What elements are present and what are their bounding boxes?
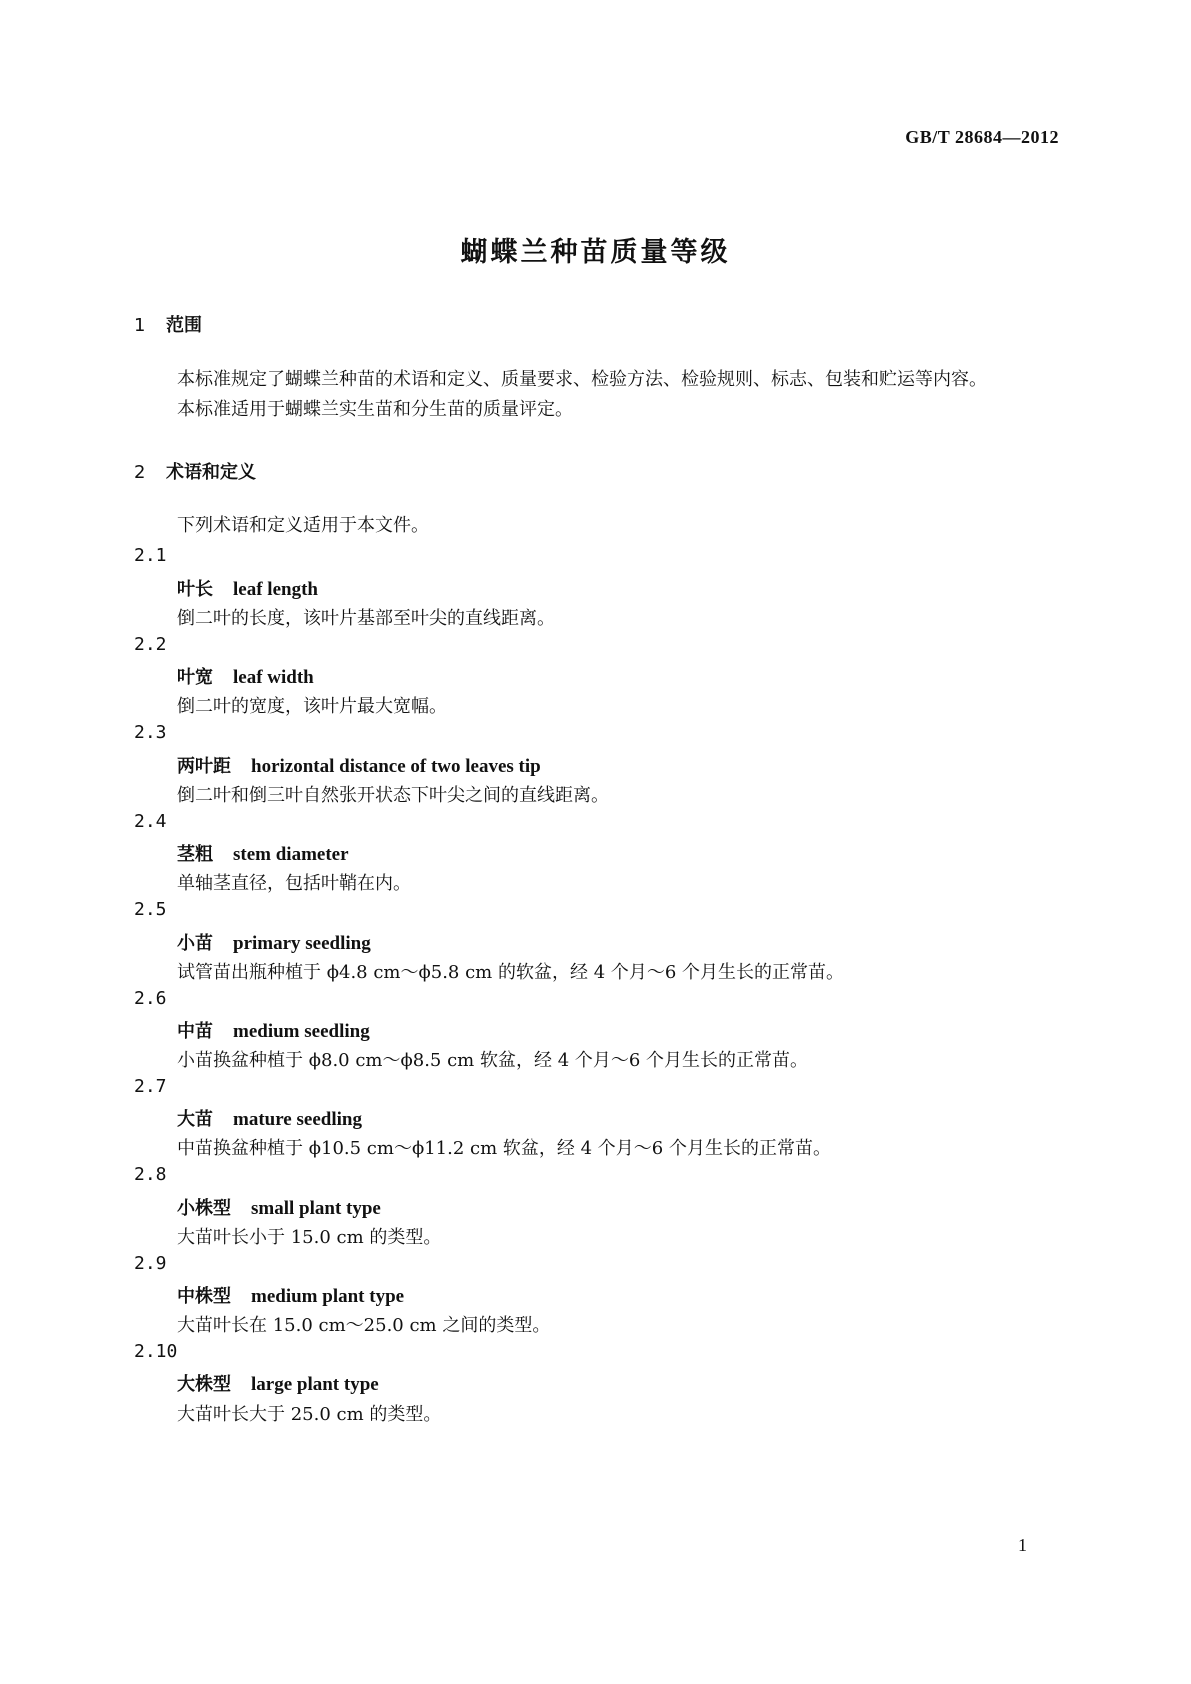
term-number: 2.3	[134, 722, 167, 743]
standard-code: GB/T 28684—2012	[905, 127, 1059, 147]
term-en: medium plant type	[251, 1286, 405, 1307]
term-definition: 大苗叶长大于 25.0 cm 的类型。	[177, 1404, 442, 1425]
term-name	[177, 1282, 404, 1308]
term-number: 2.8	[134, 1164, 167, 1185]
term-definition: 大苗叶长小于 15.0 cm 的类型。	[177, 1227, 442, 1248]
term-number: 2.1	[134, 545, 167, 566]
term-name	[177, 840, 349, 866]
term-zh: 中苗	[177, 1021, 213, 1042]
term-number: 2.9	[134, 1253, 167, 1274]
term-number: 2.2	[134, 634, 167, 655]
term-definition: 试管苗出瓶种植于 ϕ4.8 cm～ϕ5.8 cm 的软盆，经 4 个月～6 个月生长的正常苗。	[177, 962, 845, 983]
term-en: large plant type	[251, 1374, 379, 1395]
term-definition: 倒二叶和倒三叶自然张开状态下叶尖之间的直线距离。	[177, 785, 609, 806]
term-en: horizontal distance of two leaves tip	[251, 756, 541, 777]
term-number: 2.10	[134, 1341, 178, 1362]
term-zh: 中株型	[177, 1286, 231, 1307]
term-en: medium seedling	[233, 1021, 370, 1042]
terms-intro: 下列术语和定义适用于本文件。	[177, 515, 429, 536]
term-definition: 大苗叶长在 15.0 cm～25.0 cm 之间的类型。	[177, 1315, 551, 1336]
term-en: leaf length	[233, 579, 318, 600]
term-name	[177, 1017, 370, 1043]
term-en: mature seedling	[233, 1109, 362, 1130]
term-name	[177, 752, 541, 778]
term-name	[177, 575, 318, 601]
term-en: small plant type	[251, 1198, 381, 1219]
term-zh: 大苗	[177, 1109, 213, 1130]
term-number: 2.7	[134, 1076, 167, 1097]
section-2-heading	[134, 458, 256, 484]
term-zh: 两叶距	[177, 756, 231, 777]
term-zh: 叶长	[177, 579, 213, 600]
section-1-heading	[134, 311, 202, 337]
term-definition: 倒二叶的长度，该叶片基部至叶尖的直线距离。	[177, 608, 555, 629]
term-definition: 中苗换盆种植于 ϕ10.5 cm～ϕ11.2 cm 软盆，经 4 个月～6 个月生长的正常苗。	[177, 1138, 831, 1159]
scope-paragraph-2: 本标准适用于蝴蝶兰实生苗和分生苗的质量评定。	[177, 399, 573, 420]
section-title: 范围	[166, 315, 202, 336]
term-zh: 小株型	[177, 1198, 231, 1219]
term-name	[177, 1370, 379, 1396]
term-zh: 小苗	[177, 933, 213, 954]
term-name	[177, 1105, 362, 1131]
term-zh: 茎粗	[177, 844, 213, 865]
document-title: 蝴蝶兰种苗质量等级	[460, 237, 731, 268]
term-definition: 倒二叶的宽度，该叶片最大宽幅。	[177, 696, 447, 717]
scope-paragraph-1: 本标准规定了蝴蝶兰种苗的术语和定义、质量要求、检验方法、检验规则、标志、包装和贮运等内容。	[177, 369, 987, 390]
term-number: 2.6	[134, 988, 167, 1009]
section-number: 1	[134, 315, 146, 336]
term-name	[177, 929, 371, 955]
page-number: 1	[1018, 1535, 1027, 1555]
term-name	[177, 1194, 381, 1220]
term-zh: 叶宽	[177, 667, 213, 688]
term-en: stem diameter	[233, 844, 349, 865]
term-en: leaf width	[233, 667, 314, 688]
section-number: 2	[134, 462, 146, 483]
term-en: primary seedling	[233, 933, 371, 954]
term-zh: 大株型	[177, 1374, 231, 1395]
term-definition: 单轴茎直径，包括叶鞘在内。	[177, 873, 411, 894]
term-number: 2.4	[134, 811, 167, 832]
term-name	[177, 663, 314, 689]
term-number: 2.5	[134, 899, 167, 920]
section-title: 术语和定义	[166, 462, 256, 483]
term-definition: 小苗换盆种植于 ϕ8.0 cm～ϕ8.5 cm 软盆，经 4 个月～6 个月生长的正常苗。	[177, 1050, 809, 1071]
